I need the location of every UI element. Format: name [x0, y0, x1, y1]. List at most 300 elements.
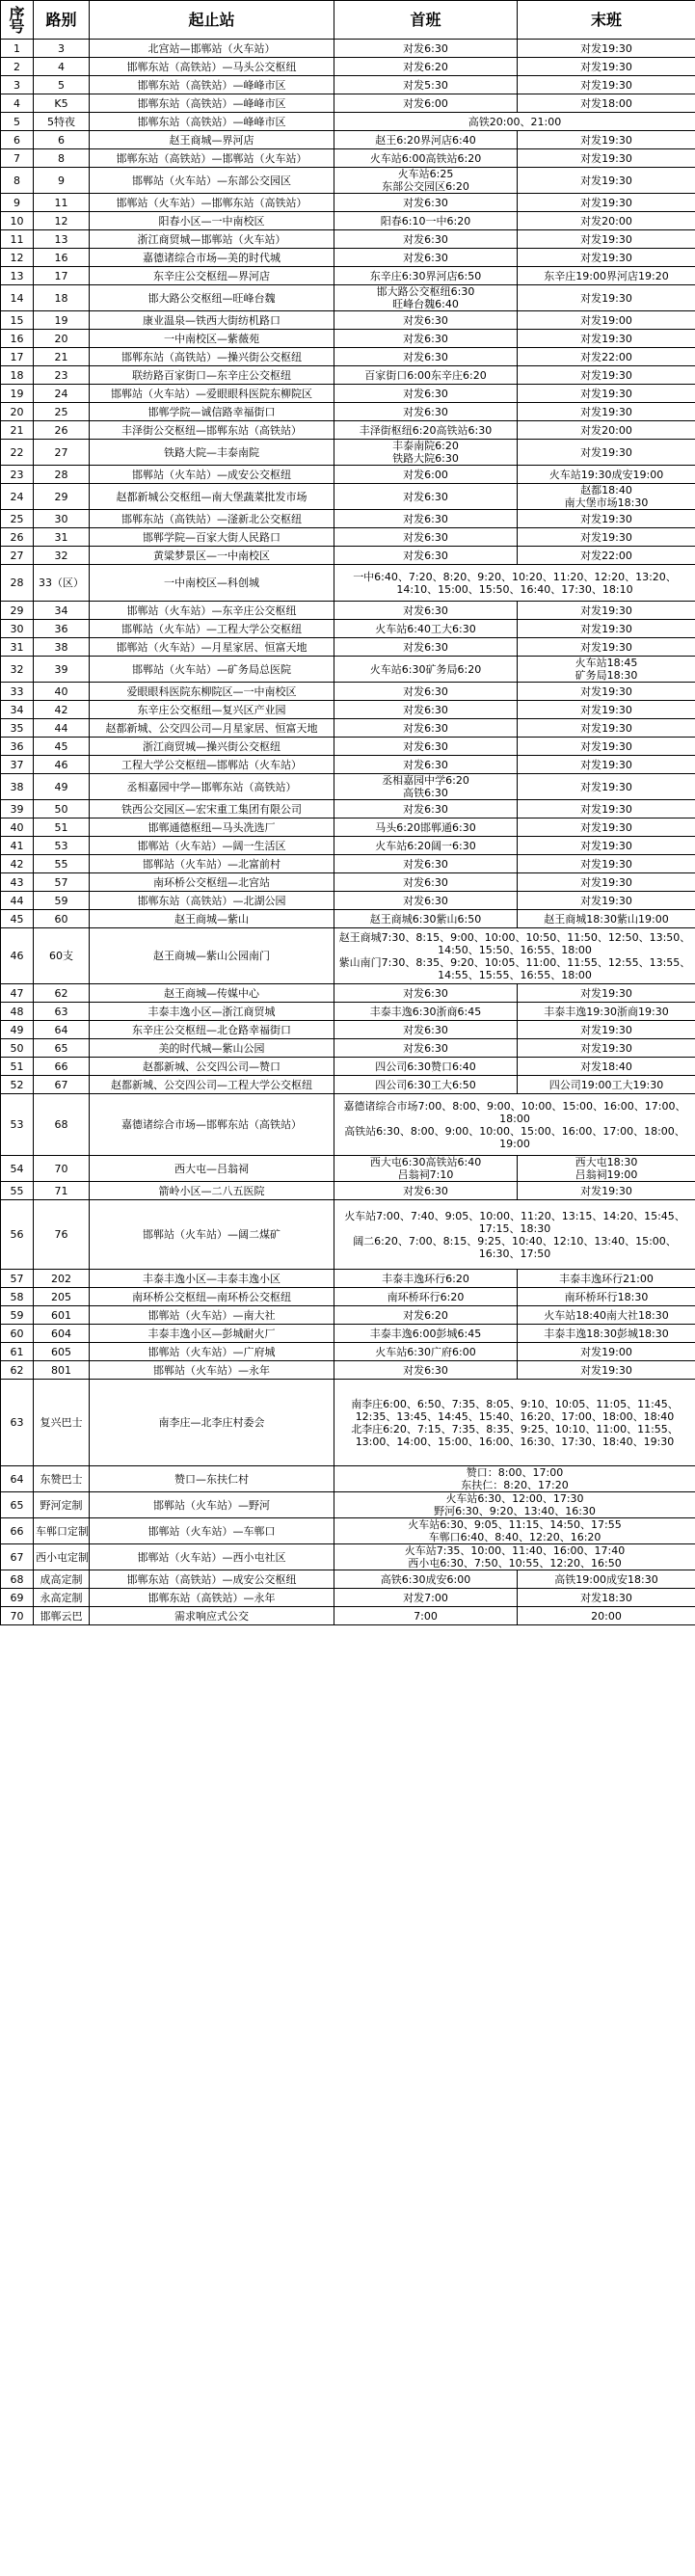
table-row — [1, 774, 695, 800]
cell-last-bus: 对发19:30 — [518, 855, 695, 873]
cell-first-bus: 赵王商城6:30紫山6:50 — [334, 910, 518, 928]
cell-first-bus: 对发6:30 — [334, 1182, 518, 1200]
table-row — [1, 855, 695, 873]
cell-last-bus: 对发19:30 — [518, 602, 695, 620]
cell-last-bus: 对发20:00 — [518, 212, 695, 230]
header-stations: 起止站 — [90, 1, 334, 40]
cell-route: 19 — [34, 311, 90, 330]
cell-stations: 邯郸东站（高铁站）—操兴街公交枢纽 — [90, 348, 334, 366]
cell-last-bus: 对发19:30 — [518, 40, 695, 58]
cell-stations: 东辛庄公交枢纽—界河店 — [90, 267, 334, 285]
cell-last-bus: 高铁19:00成安18:30 — [518, 1570, 695, 1589]
table-row — [1, 113, 695, 131]
cell-last-bus: 对发19:30 — [518, 719, 695, 738]
cell-no: 18 — [1, 366, 34, 385]
cell-route: 50 — [34, 800, 90, 818]
cell-route: 邯郸云巴 — [34, 1607, 90, 1625]
cell-no: 28 — [1, 565, 34, 602]
cell-no: 70 — [1, 1607, 34, 1625]
cell-route: 801 — [34, 1361, 90, 1380]
cell-first-bus: 对发6:30 — [334, 249, 518, 267]
cell-stations: 北宫站—邯郸站（火车站） — [90, 40, 334, 58]
cell-no: 31 — [1, 638, 34, 657]
cell-first-bus: 对发6:30 — [334, 484, 518, 510]
cell-last-bus: 对发19:30 — [518, 620, 695, 638]
cell-last-bus: 对发20:00 — [518, 421, 695, 440]
cell-first-bus: 对发6:20 — [334, 1306, 518, 1325]
cell-route: 42 — [34, 701, 90, 719]
cell-stations: 邯郸站（火车站）—成安公交枢纽 — [90, 466, 334, 484]
cell-last-bus: 丰泰丰逸19:30浙商19:30 — [518, 1003, 695, 1021]
cell-route: 3 — [34, 40, 90, 58]
cell-first-bus: 对发6:30 — [334, 510, 518, 528]
cell-stations: 铁路大院—丰泰南院 — [90, 440, 334, 466]
table-row — [1, 910, 695, 928]
cell-stations: 工程大学公交枢纽—邯郸站（火车站） — [90, 756, 334, 774]
cell-stations: 邯郸站（火车站）—东部公交园区 — [90, 168, 334, 194]
cell-first-bus: 对发6:30 — [334, 719, 518, 738]
cell-first-bus: 对发6:30 — [334, 602, 518, 620]
cell-last-bus: 对发19:30 — [518, 440, 695, 466]
cell-no: 21 — [1, 421, 34, 440]
cell-no: 39 — [1, 800, 34, 818]
cell-schedule-merged: 赵王商城7:30、8:15、9:00、10:00、10:50、11:50、12:50、13:50、14:50、15:50、16:55、18:00 紫山南门7:30、8:35、9:20、10:05、11:00、11:55、12:55、13:55、14:55、15:55、16:55、18:00 — [334, 928, 695, 984]
cell-stations: 邯郸站（火车站）—广府城 — [90, 1343, 334, 1361]
table-row — [1, 620, 695, 638]
cell-last-bus: 对发19:30 — [518, 1361, 695, 1380]
table-row — [1, 1003, 695, 1021]
cell-route: 20 — [34, 330, 90, 348]
cell-route: 53 — [34, 837, 90, 855]
cell-stations: 南李庄—北李庄村委会 — [90, 1380, 334, 1466]
table-row — [1, 683, 695, 701]
cell-first-bus: 7:00 — [334, 1607, 518, 1625]
table-row — [1, 1325, 695, 1343]
cell-no: 65 — [1, 1492, 34, 1518]
cell-schedule-merged: 火车站7:00、7:40、9:05、10:00、11:20、13:15、14:20、15:45、17:15、18:30 阔二6:20、7:00、8:15、9:25、10:40、12:10、13:40、15:00、16:30、17:50 — [334, 1200, 695, 1270]
cell-last-bus: 对发19:30 — [518, 194, 695, 212]
table-row — [1, 1182, 695, 1200]
cell-no: 66 — [1, 1518, 34, 1544]
cell-stations: 邯郸通德枢纽—马头冼选厂 — [90, 818, 334, 837]
cell-last-bus: 对发18:40 — [518, 1058, 695, 1076]
cell-no: 62 — [1, 1361, 34, 1380]
cell-no: 8 — [1, 168, 34, 194]
cell-no: 41 — [1, 837, 34, 855]
table-row — [1, 1466, 695, 1492]
cell-stations: 箭岭小区—二八五医院 — [90, 1182, 334, 1200]
cell-no: 3 — [1, 76, 34, 94]
cell-first-bus: 东辛庄6:30界河店6:50 — [334, 267, 518, 285]
cell-first-bus: 对发6:30 — [334, 330, 518, 348]
cell-schedule-merged: 火车站7:35、10:00、11:40、16:00、17:40 西小屯6:30、7:50、10:55、12:20、16:50 — [334, 1544, 695, 1570]
cell-last-bus: 对发19:30 — [518, 366, 695, 385]
cell-first-bus: 对发6:30 — [334, 403, 518, 421]
cell-no: 52 — [1, 1076, 34, 1094]
cell-route: 66 — [34, 1058, 90, 1076]
cell-no: 54 — [1, 1156, 34, 1182]
cell-route: 6 — [34, 131, 90, 149]
table-row — [1, 1094, 695, 1156]
cell-first-bus: 对发6:30 — [334, 638, 518, 657]
cell-route: 76 — [34, 1200, 90, 1270]
table-row — [1, 1076, 695, 1094]
table-row — [1, 348, 695, 366]
cell-last-bus: 对发19:30 — [518, 638, 695, 657]
table-row — [1, 1058, 695, 1076]
cell-route: 东赞巴士 — [34, 1466, 90, 1492]
cell-first-bus: 对发6:30 — [334, 385, 518, 403]
cell-stations: 一中南校区—紫薇苑 — [90, 330, 334, 348]
cell-route: 57 — [34, 873, 90, 892]
cell-route: 17 — [34, 267, 90, 285]
cell-no: 4 — [1, 94, 34, 113]
cell-route: 野河定制 — [34, 1492, 90, 1518]
cell-no: 56 — [1, 1200, 34, 1270]
cell-first-bus: 火车站6:30矿务局6:20 — [334, 657, 518, 683]
cell-stations: 邯郸东站（高铁站）—北湖公园 — [90, 892, 334, 910]
cell-stations: 西大屯—吕翁祠 — [90, 1156, 334, 1182]
cell-route: 11 — [34, 194, 90, 212]
cell-no: 33 — [1, 683, 34, 701]
cell-first-bus: 对发6:30 — [334, 194, 518, 212]
table-row — [1, 800, 695, 818]
cell-route: 8 — [34, 149, 90, 168]
cell-no: 63 — [1, 1380, 34, 1466]
table-row — [1, 756, 695, 774]
cell-last-bus: 火车站18:45 矿务局18:30 — [518, 657, 695, 683]
cell-route: 西小屯定制 — [34, 1544, 90, 1570]
cell-first-bus: 对发6:00 — [334, 94, 518, 113]
cell-route: 26 — [34, 421, 90, 440]
cell-schedule-merged: 嘉德诸综合市场7:00、8:00、9:00、10:00、15:00、16:00、17:00、18:00 高铁站6:30、8:00、9:00、10:00、15:00、16:00、17:00、18:00、19:00 — [334, 1094, 695, 1156]
cell-stations: 邯郸站（火车站）—矿务局总医院 — [90, 657, 334, 683]
cell-first-bus: 对发7:00 — [334, 1589, 518, 1607]
table-row — [1, 701, 695, 719]
cell-first-bus: 对发6:30 — [334, 1021, 518, 1039]
table-row — [1, 602, 695, 620]
table-row — [1, 738, 695, 756]
cell-no: 49 — [1, 1021, 34, 1039]
cell-stations: 邯大路公交枢纽—旺峰台魏 — [90, 285, 334, 311]
cell-first-bus: 对发6:30 — [334, 311, 518, 330]
cell-first-bus: 对发6:30 — [334, 1039, 518, 1058]
cell-route: 46 — [34, 756, 90, 774]
cell-stations: 爱眼眼科医院东柳院区—一中南校区 — [90, 683, 334, 701]
cell-stations: 东辛庄公交枢纽—复兴区产业园 — [90, 701, 334, 719]
cell-stations: 赵王商城—紫山公园南门 — [90, 928, 334, 984]
cell-route: 16 — [34, 249, 90, 267]
cell-stations: 浙江商贸城—操兴街公交枢纽 — [90, 738, 334, 756]
cell-first-bus: 南环桥环行6:20 — [334, 1288, 518, 1306]
cell-stations: 邯郸站（火车站）—爱眼眼科医院东柳院区 — [90, 385, 334, 403]
cell-first-bus: 西大屯6:30高铁站6:40 吕翁祠7:10 — [334, 1156, 518, 1182]
cell-no: 69 — [1, 1589, 34, 1607]
cell-no: 16 — [1, 330, 34, 348]
header-first-bus: 首班 — [334, 1, 518, 40]
cell-first-bus: 马头6:20邯郸通6:30 — [334, 818, 518, 837]
cell-first-bus: 火车站6:20阔一6:30 — [334, 837, 518, 855]
table-row — [1, 1270, 695, 1288]
cell-first-bus: 丰泰丰逸6:00彭城6:45 — [334, 1325, 518, 1343]
cell-stations: 丰泰丰逸小区—彭城耐火厂 — [90, 1325, 334, 1343]
cell-no: 57 — [1, 1270, 34, 1288]
cell-route: 25 — [34, 403, 90, 421]
table-row — [1, 984, 695, 1003]
cell-last-bus: 对发18:30 — [518, 1589, 695, 1607]
cell-no: 1 — [1, 40, 34, 58]
cell-route: 34 — [34, 602, 90, 620]
cell-no: 67 — [1, 1544, 34, 1570]
table-row — [1, 657, 695, 683]
cell-route: 12 — [34, 212, 90, 230]
cell-first-bus: 对发5:30 — [334, 76, 518, 94]
cell-route: 49 — [34, 774, 90, 800]
cell-route: 67 — [34, 1076, 90, 1094]
cell-first-bus: 对发6:30 — [334, 547, 518, 565]
cell-no: 40 — [1, 818, 34, 837]
cell-first-bus: 对发6:30 — [334, 738, 518, 756]
cell-stations: 邯郸站（火车站）—工程大学公交枢纽 — [90, 620, 334, 638]
cell-route: 36 — [34, 620, 90, 638]
cell-route: 601 — [34, 1306, 90, 1325]
cell-first-bus: 丰泰丰逸环行6:20 — [334, 1270, 518, 1288]
cell-no: 13 — [1, 267, 34, 285]
cell-stations: 邯郸东站（高铁站）—永年 — [90, 1589, 334, 1607]
cell-route: 21 — [34, 348, 90, 366]
cell-route: 车郸口定制 — [34, 1518, 90, 1544]
cell-route: 28 — [34, 466, 90, 484]
cell-no: 44 — [1, 892, 34, 910]
cell-first-bus: 火车站6:40工大6:30 — [334, 620, 518, 638]
cell-first-bus: 火车站6:30广府6:00 — [334, 1343, 518, 1361]
table-row — [1, 873, 695, 892]
cell-last-bus: 对发19:30 — [518, 76, 695, 94]
cell-first-bus: 对发6:30 — [334, 348, 518, 366]
table-row — [1, 1021, 695, 1039]
cell-stations: 邯郸站（火车站）—月星家居、恒富天地 — [90, 638, 334, 657]
cell-stations: 赞口—东扶仁村 — [90, 1466, 334, 1492]
table-row — [1, 440, 695, 466]
cell-last-bus: 对发19:30 — [518, 818, 695, 837]
table-row — [1, 510, 695, 528]
cell-last-bus: 对发19:30 — [518, 774, 695, 800]
cell-route: 202 — [34, 1270, 90, 1288]
cell-stations: 丰泰丰逸小区—浙江商贸城 — [90, 1003, 334, 1021]
cell-last-bus: 对发19:30 — [518, 1039, 695, 1058]
table-row — [1, 40, 695, 58]
table-row — [1, 1570, 695, 1589]
table-row — [1, 484, 695, 510]
table-header-row — [1, 1, 695, 40]
cell-route: 4 — [34, 58, 90, 76]
cell-stations: 南环桥公交枢纽—北宫站 — [90, 873, 334, 892]
cell-route: 24 — [34, 385, 90, 403]
cell-first-bus: 对发6:30 — [334, 701, 518, 719]
table-row — [1, 285, 695, 311]
table-row — [1, 421, 695, 440]
cell-route: 38 — [34, 638, 90, 657]
cell-route: 59 — [34, 892, 90, 910]
cell-no: 58 — [1, 1288, 34, 1306]
cell-route: 60支 — [34, 928, 90, 984]
cell-stations: 丞相嘉园中学—邯郸东站（高铁站） — [90, 774, 334, 800]
cell-first-bus: 阳春6:10一中6:20 — [334, 212, 518, 230]
cell-route: 31 — [34, 528, 90, 547]
cell-stations: 邯郸学院—百家大街人民路口 — [90, 528, 334, 547]
cell-stations: 邯郸站（火车站）—北富前村 — [90, 855, 334, 873]
cell-route: 605 — [34, 1343, 90, 1361]
cell-last-bus: 对发19:00 — [518, 311, 695, 330]
cell-route: 复兴巴士 — [34, 1380, 90, 1466]
cell-stations: 邯郸站（火车站）—永年 — [90, 1361, 334, 1380]
cell-route: 9 — [34, 168, 90, 194]
cell-first-bus: 对发6:30 — [334, 528, 518, 547]
cell-route: 604 — [34, 1325, 90, 1343]
cell-no: 27 — [1, 547, 34, 565]
cell-last-bus: 对发19:30 — [518, 510, 695, 528]
table-row — [1, 528, 695, 547]
cell-stations: 赵王商城—传媒中心 — [90, 984, 334, 1003]
cell-last-bus: 对发19:30 — [518, 873, 695, 892]
cell-stations: 美的时代城—紫山公园 — [90, 1039, 334, 1058]
table-row — [1, 928, 695, 984]
cell-first-bus: 百家街口6:00东辛庄6:20 — [334, 366, 518, 385]
cell-schedule-merged: 高铁20:00、21:00 — [334, 113, 695, 131]
table-row — [1, 311, 695, 330]
cell-route: 44 — [34, 719, 90, 738]
cell-no: 51 — [1, 1058, 34, 1076]
cell-no: 23 — [1, 466, 34, 484]
cell-last-bus: 对发19:30 — [518, 149, 695, 168]
cell-first-bus: 高铁6:30成安6:00 — [334, 1570, 518, 1589]
table-row — [1, 1288, 695, 1306]
cell-stations: 邯郸站（火车站）—野河 — [90, 1492, 334, 1518]
cell-route: 18 — [34, 285, 90, 311]
cell-stations: 丰泽街公交枢纽—邯郸东站（高铁站） — [90, 421, 334, 440]
cell-stations: 邯郸东站（高铁站）—邯郸站（火车站） — [90, 149, 334, 168]
cell-schedule-merged: 赞口：8:00、17:00 东扶仁：8:20、17:20 — [334, 1466, 695, 1492]
cell-stations: 南环桥公交枢纽—南环桥公交枢纽 — [90, 1288, 334, 1306]
cell-last-bus: 对发19:30 — [518, 385, 695, 403]
table-row — [1, 1156, 695, 1182]
cell-schedule-merged: 火车站6:30、9:05、11:15、14:50、17:55 车郸口6:40、8:40、12:20、16:20 — [334, 1518, 695, 1544]
cell-route: 29 — [34, 484, 90, 510]
table-row — [1, 403, 695, 421]
table-row — [1, 1343, 695, 1361]
cell-no: 7 — [1, 149, 34, 168]
cell-route: 60 — [34, 910, 90, 928]
cell-no: 19 — [1, 385, 34, 403]
cell-first-bus: 四公司6:30工大6:50 — [334, 1076, 518, 1094]
cell-last-bus: 火车站19:30成安19:00 — [518, 466, 695, 484]
cell-stations: 邯郸东站（高铁站）—滏新北公交枢纽 — [90, 510, 334, 528]
cell-last-bus: 对发19:30 — [518, 800, 695, 818]
cell-no: 38 — [1, 774, 34, 800]
table-row — [1, 76, 695, 94]
cell-no: 64 — [1, 1466, 34, 1492]
cell-stations: 浙江商贸城—邯郸站（火车站） — [90, 230, 334, 249]
cell-no: 9 — [1, 194, 34, 212]
table-row — [1, 1589, 695, 1607]
cell-first-bus: 对发6:30 — [334, 984, 518, 1003]
table-row — [1, 168, 695, 194]
cell-route: 55 — [34, 855, 90, 873]
table-row — [1, 149, 695, 168]
cell-no: 59 — [1, 1306, 34, 1325]
table-row — [1, 719, 695, 738]
cell-no: 26 — [1, 528, 34, 547]
table-row — [1, 892, 695, 910]
table-row — [1, 212, 695, 230]
cell-route: 51 — [34, 818, 90, 837]
table-row — [1, 1544, 695, 1570]
cell-stations: 邯郸东站（高铁站）—峰峰市区 — [90, 94, 334, 113]
header-route: 路别 — [34, 1, 90, 40]
cell-stations: 铁西公交园区—宏宋重工集团有限公司 — [90, 800, 334, 818]
cell-stations: 赵都新城、公交四公司—赞口 — [90, 1058, 334, 1076]
cell-no: 30 — [1, 620, 34, 638]
cell-no: 12 — [1, 249, 34, 267]
cell-no: 17 — [1, 348, 34, 366]
cell-last-bus: 对发19:30 — [518, 131, 695, 149]
cell-last-bus: 对发19:30 — [518, 58, 695, 76]
table-row — [1, 818, 695, 837]
cell-stations: 邯郸站（火车站）—东辛庄公交枢纽 — [90, 602, 334, 620]
cell-first-bus: 对发6:30 — [334, 892, 518, 910]
cell-first-bus: 丞相嘉园中学6:20 高铁6:30 — [334, 774, 518, 800]
table-row — [1, 330, 695, 348]
cell-stations: 赵王商城—紫山 — [90, 910, 334, 928]
cell-stations: 邯郸东站（高铁站）—峰峰市区 — [90, 113, 334, 131]
cell-last-bus: 20:00 — [518, 1607, 695, 1625]
table-row — [1, 1039, 695, 1058]
cell-first-bus: 对发6:30 — [334, 1361, 518, 1380]
cell-stations: 需求响应式公交 — [90, 1607, 334, 1625]
cell-last-bus: 火车站18:40南大社18:30 — [518, 1306, 695, 1325]
table-row — [1, 194, 695, 212]
cell-last-bus: 对发19:30 — [518, 837, 695, 855]
cell-stations: 邯郸东站（高铁站）—马头公交枢纽 — [90, 58, 334, 76]
cell-route: 63 — [34, 1003, 90, 1021]
table-row — [1, 131, 695, 149]
table-row — [1, 565, 695, 602]
cell-no: 48 — [1, 1003, 34, 1021]
table-body — [1, 40, 695, 1625]
table-row — [1, 385, 695, 403]
cell-no: 42 — [1, 855, 34, 873]
cell-route: 30 — [34, 510, 90, 528]
cell-no: 60 — [1, 1325, 34, 1343]
header-last-bus: 末班 — [518, 1, 695, 40]
cell-last-bus: 对发19:30 — [518, 1182, 695, 1200]
cell-last-bus: 丰泰丰逸18:30彭城18:30 — [518, 1325, 695, 1343]
cell-last-bus: 丰泰丰逸环行21:00 — [518, 1270, 695, 1288]
cell-route: 永高定制 — [34, 1589, 90, 1607]
cell-no: 61 — [1, 1343, 34, 1361]
cell-last-bus: 对发19:00 — [518, 1343, 695, 1361]
cell-stations: 康业温泉—铁西大街纺机路口 — [90, 311, 334, 330]
cell-first-bus: 丰泰丰逸6:30浙商6:45 — [334, 1003, 518, 1021]
table-row — [1, 1361, 695, 1380]
cell-no: 10 — [1, 212, 34, 230]
table-row — [1, 1306, 695, 1325]
cell-no: 46 — [1, 928, 34, 984]
cell-route: 62 — [34, 984, 90, 1003]
table-row — [1, 267, 695, 285]
cell-route: 33（区） — [34, 565, 90, 602]
cell-stations: 邯郸学院—诚信路幸福街口 — [90, 403, 334, 421]
